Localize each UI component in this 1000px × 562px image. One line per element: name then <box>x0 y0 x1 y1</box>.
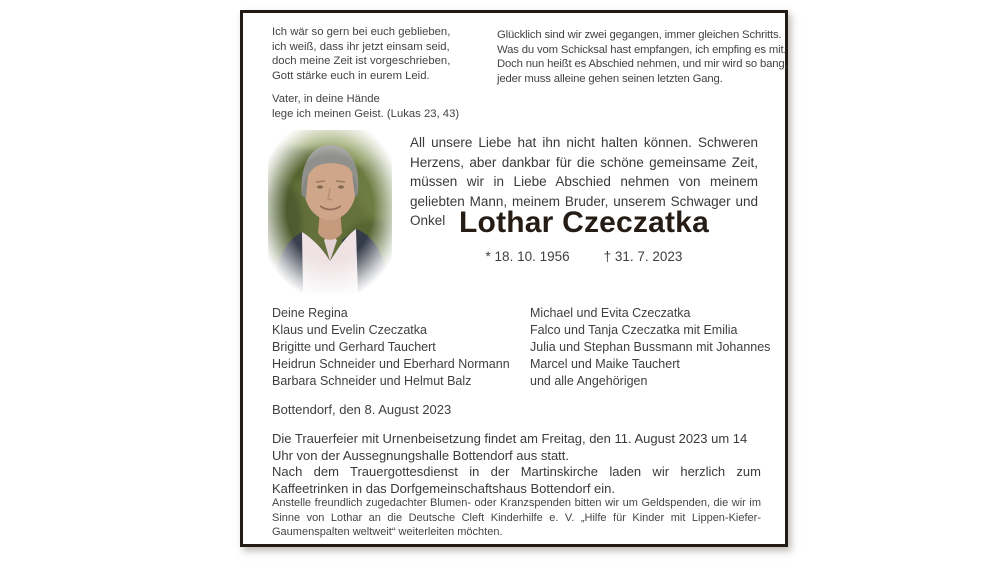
portrait-photo <box>268 130 392 294</box>
mourner-name: Julia und Stephan Bussmann mit Johannes <box>530 340 771 354</box>
funeral-dateline: Bottendorf, den 8. August 2023 <box>272 402 452 417</box>
photo-vignette <box>268 130 392 294</box>
obituary-card <box>240 10 788 547</box>
birth-date: * 18. 10. 1956 <box>485 249 570 264</box>
intro-text: All unsere Liebe hat ihn nicht halten können. Schweren Herzens, aber dankbar für die schöne gemeinsame Zeit, müssen wir in Liebe Abschied nehmen von meinem geliebten Mann, meinem Bruder, unserem Schwager und Onkel <box>410 135 758 228</box>
mourner-name: Barbara Schneider und Helmut Balz <box>272 374 472 388</box>
mourner-name: Brigitte und Gerhard Tauchert <box>272 340 436 354</box>
funeral-info: Die Trauerfeier mit Urnenbeisetzung findet am Freitag, den 11. August 2023 um 14 Uhr von der Aussegnungshalle Bottendorf aus statt. <box>272 431 748 463</box>
mourner-name: und alle Angehörigen <box>530 374 648 388</box>
mourner-name: Heidrun Schneider und Eberhard Normann <box>272 357 510 371</box>
donation-info: Anstelle freundlich zugedachter Blumen- oder Kranzspenden bitten wir um Geldspenden, die wir im Sinne von Lothar an die Deutsche Cleft Kinderhilfe e. V. „Hilfe für Kinder mit Lippen-Kiefer-Gaumenspalten weltweit“ weiterleiten möchten. <box>272 497 761 538</box>
mourner-name: Deine Regina <box>272 306 348 320</box>
poem-line: Was du vom Schicksal hast empfangen, ich empfing es mit. <box>497 43 787 56</box>
poem-line: Gott stärke euch in eurem Leid. <box>272 69 430 82</box>
mourners-left-list <box>272 305 510 390</box>
poem-line: Glücklich sind wir zwei gegangen, immer gleichen Schritts. <box>497 29 782 41</box>
poem-line: doch meine Zeit ist vorgeschrieben, <box>272 55 451 68</box>
mourners-right-list <box>530 305 770 390</box>
mourner-name: Falco und Tanja Czeczatka mit Emilia <box>530 323 738 337</box>
death-date: † 31. 7. 2023 <box>603 249 683 264</box>
life-dates <box>410 249 758 264</box>
poem-left <box>272 25 459 122</box>
reception-info: Nach dem Trauergottesdienst in der Martinskirche laden wir herzlich zum Kaffeetrinken in das Dorfgemeinschaftshaus Bottendorf ein. <box>272 464 761 496</box>
poem-right <box>497 28 788 86</box>
poem-line: Ich wär so gern bei euch geblieben, <box>272 26 451 38</box>
mourner-name: Marcel und Maike Tauchert <box>530 357 680 371</box>
poem-line: Doch nun heißt es Abschied nehmen, und mir wird so bang, <box>497 58 788 71</box>
deceased-name: Lothar Czeczatka <box>459 206 709 239</box>
mourner-name: Klaus und Evelin Czeczatka <box>272 323 427 337</box>
poem-line: lege ich meinen Geist. (Lukas 23, 43) <box>272 107 460 120</box>
poem-line: ich weiß, dass ihr jetzt einsam seid, <box>272 40 450 53</box>
poem-line: jeder muss alleine gehen seinen letzten Gang. <box>497 72 723 85</box>
mourner-name: Michael und Evita Czeczatka <box>530 306 691 320</box>
poem-line: Vater, in deine Hände <box>272 93 380 106</box>
